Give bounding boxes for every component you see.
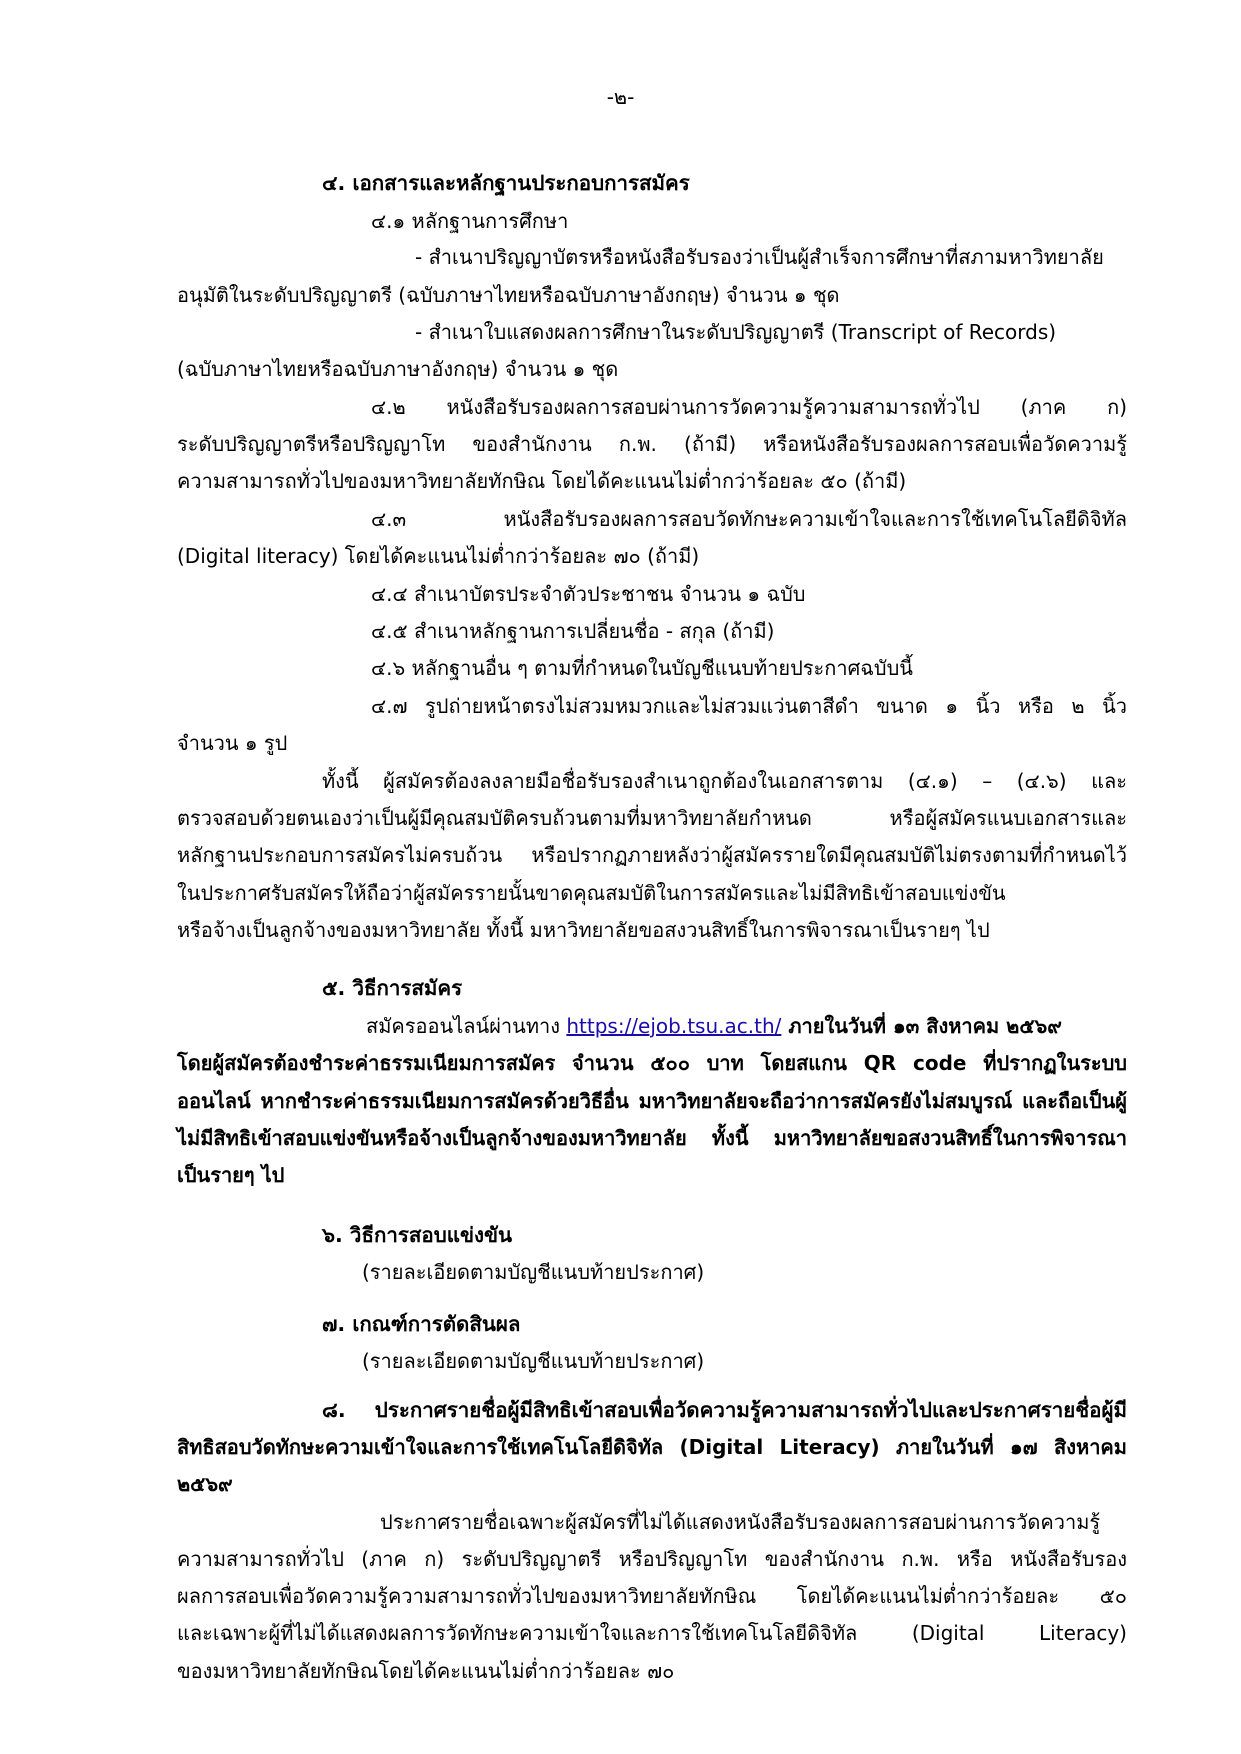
item-4-2-line-2: ระดับปริญญาตรีหรือปริญญาโท ของสำนักงาน ก.พ. (ถ้ามี) หรือหนังสือรับรองผลการสอบเพื่อวัดความรู้ — [177, 432, 1127, 456]
item-4-6: ๔.๖ หลักฐานอื่น ๆ ตามที่กำหนดในบัญชีแนบท้ายประกาศฉบับนี้ — [371, 656, 913, 680]
apply-online-text: สมัครออนไลน์ผ่านทาง — [366, 1014, 567, 1038]
item-4-5: ๔.๕ สำเนาหลักฐานการเปลี่ยนชื่อ - สกุล (ถ้ามี) — [371, 619, 775, 643]
section-5-line-4: ไม่มีสิทธิเข้าสอบแข่งขันหรือจ้างเป็นลูกจ้างของมหาวิทยาลัย ทั้งนี้ มหาวิทยาลัยขอสงวนสิทธิ์ในการพิจารณา — [177, 1126, 1127, 1150]
section-8-heading-line-1: ๘. ประกาศรายชื่อผู้มีสิทธิเข้าสอบเพื่อวัดความรู้ความสามารถทั่วไปและประกาศรายชื่อผู้มี — [322, 1398, 1127, 1422]
item-4-3-line-2: (Digital literacy) โดยได้คะแนนไม่ต่ำกว่าร้อยละ ๗๐ (ถ้ามี) — [177, 544, 700, 568]
section-8-heading-line-3: ๒๕๖๙ — [177, 1472, 233, 1496]
section-8-body-line-5: ของมหาวิทยาลัยทักษิณโดยได้คะแนนไม่ต่ำกว่าร้อยละ ๗๐ — [177, 1659, 675, 1683]
section-4-note-line-3: หลักฐานประกอบการสมัครไม่ครบถ้วน หรือปรากฏภายหลังว่าผู้สมัครรายใดมีคุณสมบัติไม่ตรงตามที่กำหนดไว้ — [177, 843, 1127, 867]
section-7-note: (รายละเอียดตามบัญชีแนบท้ายประกาศ) — [362, 1349, 705, 1373]
ejob-link[interactable]: https://ejob.tsu.ac.th/ — [566, 1014, 782, 1038]
item-4-1-line-4: (ฉบับภาษาไทยหรือฉบับภาษาอังกฤษ) จำนวน ๑ ชุด — [177, 357, 619, 381]
item-4-1-line-2: อนุมัติในระดับปริญญาตรี (ฉบับภาษาไทยหรือฉบับภาษาอังกฤษ) จำนวน ๑ ชุด — [177, 283, 840, 307]
item-4-2-line-3: ความสามารถทั่วไปของมหาวิทยาลัยทักษิณ โดยได้คะแนนไม่ต่ำกว่าร้อยละ ๕๐ (ถ้ามี) — [177, 469, 907, 493]
item-4-4: ๔.๔ สำเนาบัตรประจำตัวประชาชน จำนวน ๑ ฉบับ — [371, 582, 806, 606]
item-4-1-line-1: - สำเนาปริญญาบัตรหรือหนังสือรับรองว่าเป็นผู้สำเร็จการศึกษาที่สภามหาวิทยาลัย — [415, 245, 1104, 269]
section-8-heading-line-2: สิทธิสอบวัดทักษะความเข้าใจและการใช้เทคโนโลยีดิจิทัล (Digital Literacy) ภายในวันที่ ๑๗ สิงหาคม — [177, 1435, 1127, 1459]
section-6-heading: ๖. วิธีการสอบแข่งขัน — [322, 1223, 512, 1247]
section-4-note-line-4: ในประกาศรับสมัครให้ถือว่าผู้สมัครรายนั้นขาดคุณสมบัติในการสมัครและไม่มีสิทธิเข้าสอบแข่งขัน — [177, 881, 1006, 905]
deadline-text: ภายในวันที่ ๑๓ สิงหาคม ๒๕๖๙ — [781, 1014, 1062, 1038]
item-4-7-line-1: ๔.๗ รูปถ่ายหน้าตรงไม่สวมหมวกและไม่สวมแว่นตาสีดำ ขนาด ๑ นิ้ว หรือ ๒ นิ้ว — [371, 694, 1127, 718]
item-4-1-line-3: - สำเนาใบแสดงผลการศึกษาในระดับปริญญาตรี (Transcript of Records) — [415, 320, 1057, 344]
item-4-2-line-1: ๔.๒ หนังสือรับรองผลการสอบผ่านการวัดความรู้ความสามารถทั่วไป (ภาค ก) — [371, 395, 1127, 419]
item-4-1: ๔.๑ หลักฐานการศึกษา — [371, 209, 569, 233]
section-5-line-5: เป็นรายๆ ไป — [177, 1163, 285, 1187]
section-8-body-line-4: และเฉพาะผู้ที่ไม่ได้แสดงผลการวัดทักษะความเข้าใจและการใช้เทคโนโลยีดิจิทัล (Digital Literacy) — [177, 1621, 1127, 1645]
section-5-line-1 — [366, 1013, 1062, 1039]
section-7-heading: ๗. เกณฑ์การตัดสินผล — [322, 1312, 521, 1336]
section-6-note: (รายละเอียดตามบัญชีแนบท้ายประกาศ) — [362, 1260, 705, 1284]
item-4-7-line-2: จำนวน ๑ รูป — [177, 731, 288, 755]
item-4-3-line-1: ๔.๓ หนังสือรับรองผลการสอบวัดทักษะความเข้าใจและการใช้เทคโนโลยีดิจิทัล — [371, 507, 1127, 531]
section-5-line-3: ออนไลน์ หากชำระค่าธรรมเนียมการสมัครด้วยวิธีอื่น มหาวิทยาลัยจะถือว่าการสมัครยังไม่สมบูรณ์ และถือเป็นผู้ — [177, 1089, 1127, 1113]
section-4-heading: ๔. เอกสารและหลักฐานประกอบการสมัคร — [322, 171, 690, 195]
section-8-body-line-2: ความสามารถทั่วไป (ภาค ก) ระดับปริญญาตรี หรือปริญญาโท ของสำนักงาน ก.พ. หรือ หนังสือรับรอง — [177, 1547, 1127, 1571]
section-5-heading: ๕. วิธีการสมัคร — [322, 976, 463, 1000]
section-4-note-line-2: ตรวจสอบด้วยตนเองว่าเป็นผู้มีคุณสมบัติครบถ้วนตามที่มหาวิทยาลัยกำหนด หรือผู้สมัครแนบเอกสารและ — [177, 806, 1127, 830]
section-4-note-line-5: หรือจ้างเป็นลูกจ้างของมหาวิทยาลัย ทั้งนี้ มหาวิทยาลัยขอสงวนสิทธิ์ในการพิจารณาเป็นรายๆ ไป — [177, 918, 990, 942]
section-8-body-line-1: ประกาศรายชื่อเฉพาะผู้สมัครที่ไม่ได้แสดงหนังสือรับรองผลการสอบผ่านการวัดความรู้ — [380, 1510, 1101, 1534]
section-5-line-2: โดยผู้สมัครต้องชำระค่าธรรมเนียมการสมัคร จำนวน ๕๐๐ บาท โดยสแกน QR code ที่ปรากฏในระบบ — [177, 1051, 1127, 1075]
page-number: -๒- — [606, 85, 635, 109]
section-4-note-line-1: ทั้งนี้ ผู้สมัครต้องลงลายมือชื่อรับรองสำเนาถูกต้องในเอกสารตาม (๔.๑) – (๔.๖) และ — [322, 769, 1127, 793]
section-8-body-line-3: ผลการสอบเพื่อวัดความรู้ความสามารถทั่วไปของมหาวิทยาลัยทักษิณ โดยได้คะแนนไม่ต่ำกว่าร้อยละ ๕๐ — [177, 1584, 1127, 1608]
